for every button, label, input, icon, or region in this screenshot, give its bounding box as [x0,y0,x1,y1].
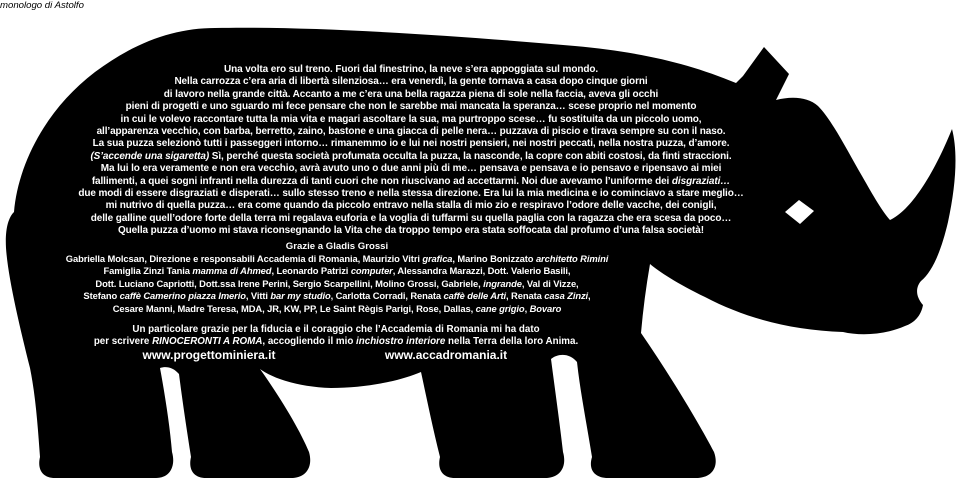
text-line: Una volta ero sul treno. Fuori dal finestrino, la neve s’era appoggiata sul mondo. [223,64,599,75]
text-line: Dott. Luciano Capriotti, Dott.ssa Irene Perini, Sergio Scarpellini, Molino Grossi, Gabriele, ingrande, Val di Vizze, [95,277,579,289]
closing-text [0,324,672,349]
text-line: Ma lui lo era veramente e non era vecchio, avrà avuto uno o due anni più di me… pensava e pensava e io pensavo e ripensavo ai miei [100,163,722,175]
text-line: fallimenti, a quei sogni infranti nella durezza di tanti cuori che non riuscivano ad accettarmi. Noi due avevamo l’uniforme dei disgraziati… [91,175,731,187]
website-progettominiera: www.progettominiera.it [142,348,276,362]
text-line: delle galline quell’odore forte della terra mi regalava euforia e la voglia di tuffarmi su quella paglia con la ragazza che era scesa da poco… [90,212,732,224]
monologue-text [0,64,822,238]
text-line: all’apparenza vecchio, con barba, berretto, zaino, bastone e una giacca di pelle nera… puzzava di piscio e tirava sempre su con il naso. [96,126,726,138]
text-line: (S’accende una sigaretta) Sì, perché questa società profumata occulta la puzza, la nasconde, la copre con abiti costosi, da finti straccioni. [90,150,732,162]
text-line: in cui le volevo raccontare tutta la mia vita e magari ascoltare la sua, ma purtroppo scese… fu sostituita da un piccolo uomo, [120,113,702,125]
thanks-line: Grazie a Gladis Grossi [285,241,389,252]
text-line: Un particolare grazie per la fiducia e il coraggio che l’Accademia di Romania mi ha dato [132,324,540,335]
text-line: Cesare Manni, Madre Teresa, MDA, JR, KW, PP, Le Saint Règis Parigi, Rose, Dallas, cane grigio, Bovaro [112,302,562,314]
text-line: Gabriella Molcsan, Direzione e responsabili Accademia di Romania, Maurizio Vitri grafica, Marino Bonizzato architetto Rimini [65,253,609,264]
text-line: Quella puzza d’uomo mi stava riconsegnando la Vita che da troppo tempo era stata soffocata dal profumo d’una falsa società! [118,225,704,237]
text-line: Famiglia Zinzi Tania mamma di Ahmed, Leonardo Patrizi computer, Alessandra Marazzi, Dott. Valerio Basili, [103,265,571,277]
text-line: per scrivere RINOCERONTI A ROMA, accogliendo il mio inchiostro interiore nella Terra della loro Anima. [93,336,579,348]
text-line: Stefano caffè Camerino piazza Imerio, Vitti bar my studio, Carlotta Corradi, Renata caffè delle Arti, Renata casa Zinzi, [83,290,591,302]
text-line: La sua puzza selezionò tutti i passeggeri intorno… rimanemmo io e lui nei nostri pensieri, nei nostri peccati, nella nostra puzza, d’amore. [92,138,730,150]
text-line: Nella carrozza c’era aria di libertà silenziosa… era venerdì, la gente tornava a casa dopo cinque giorni [174,76,648,88]
text-line: due modi di essere disgraziati e disperati… sullo stesso treno e nella stessa direzione. Era lui la mia medicina e io cominciavo a stare meglio… [78,188,744,200]
text-line: di lavoro nella grande città. Accanto a me c’era una bella ragazza piena di sole nella faccia, aveva gli occhi [163,88,659,100]
credits-text [0,253,674,315]
byline: monologo di Astolfo [0,0,84,11]
website-accadromania: www.accadromania.it [384,348,508,362]
text-line: pieni di progetti e uno sguardo mi fece pensare che non le sarebbe mai mancata la speranza… scese proprio nel momento [125,101,697,113]
text-line: mi nutrivo di quella puzza… era come quando da piccolo entravo nella stalla di mio zio e respiravo l’odore delle vacche, dei conigli, [105,200,717,212]
